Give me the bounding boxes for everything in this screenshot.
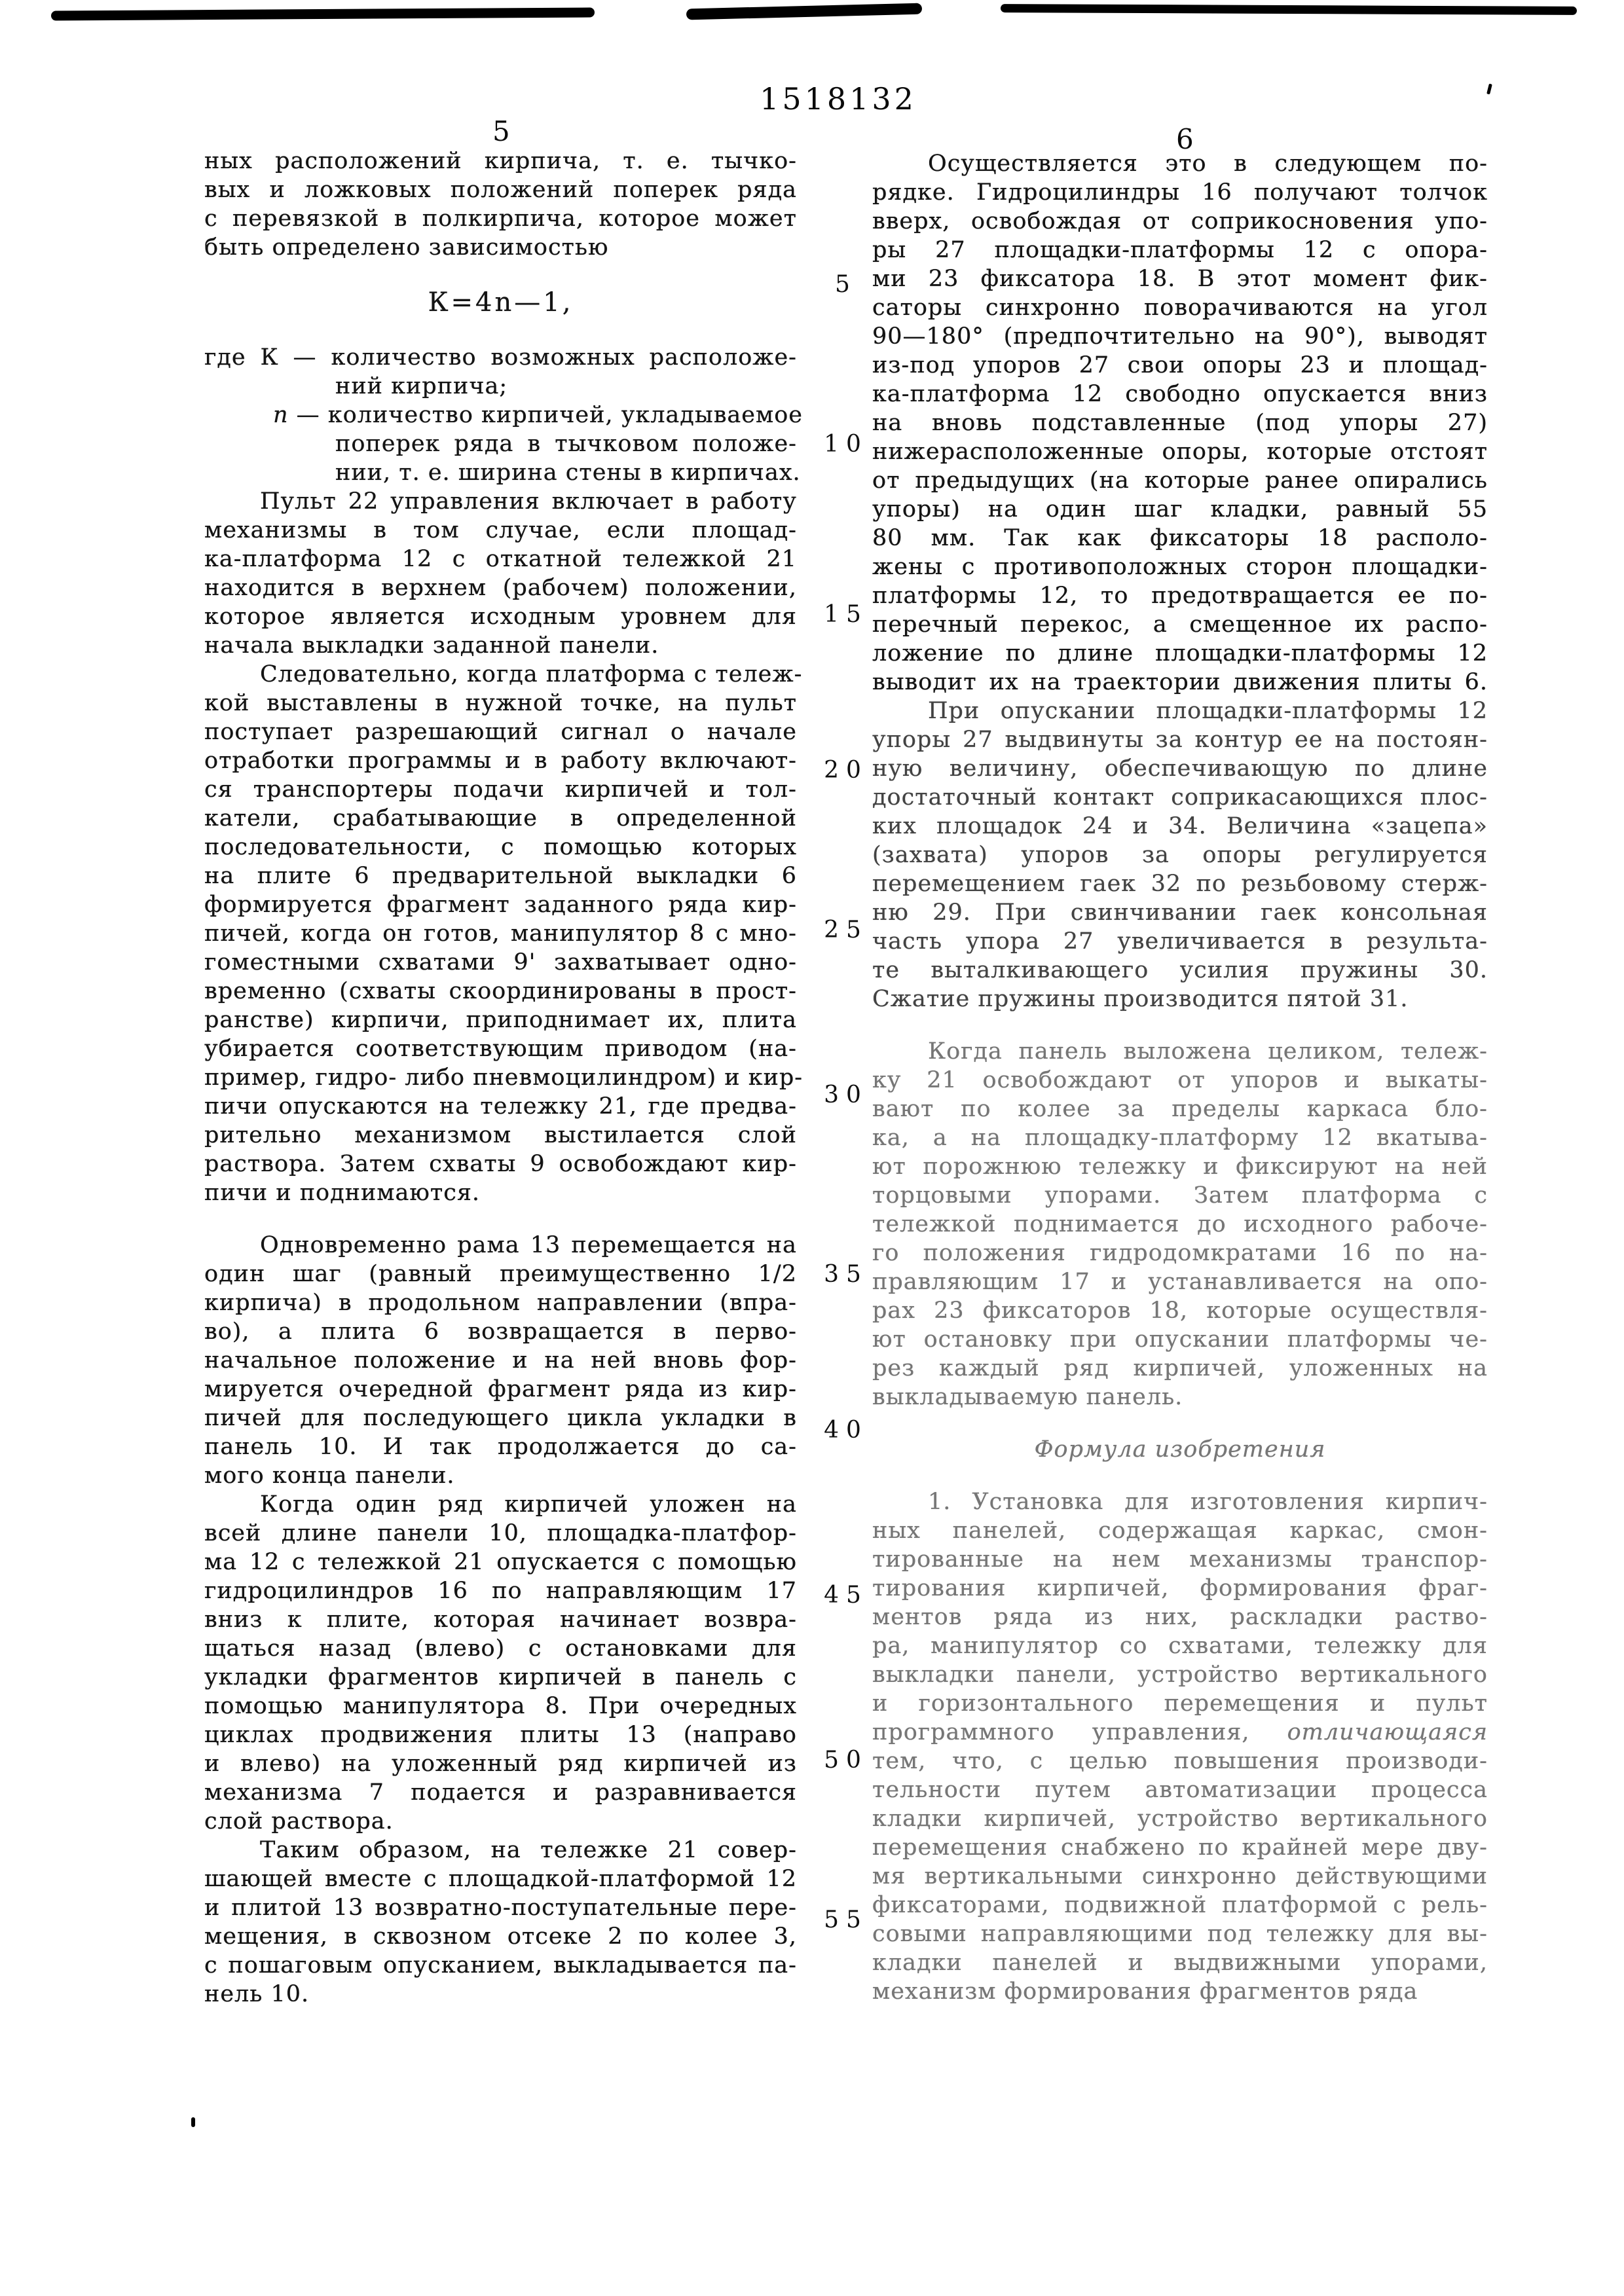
text-line: ний кирпича; bbox=[335, 373, 508, 399]
text-line: ют остановку при опускании платформы че- bbox=[872, 1326, 1488, 1353]
text-line: ку 21 освобождают от упоров и выкаты- bbox=[872, 1067, 1488, 1093]
gutter-line-number: 25 bbox=[824, 917, 868, 943]
text-line: торцовыми упорами. Затем платформа с bbox=[872, 1182, 1488, 1209]
text-line: ка-платформа 12 свободно опускается вниз bbox=[872, 381, 1488, 407]
text-line: нель 10. bbox=[204, 1981, 310, 2007]
formula bbox=[204, 285, 797, 319]
text-line: ма 12 с тележкой 21 опускается с помощью bbox=[204, 1549, 797, 1575]
text-line: n — количество кирпичей, укладываемое bbox=[273, 402, 803, 428]
text-line: Пульт 22 управления включает в работу bbox=[260, 488, 797, 515]
text-line: (захвата) упоров за опоры регулируется bbox=[872, 842, 1488, 868]
text-line: ню 29. При свинчивании гаек консольная bbox=[872, 900, 1488, 926]
text-line: При опускании площадки-платформы 12 bbox=[928, 698, 1488, 724]
text-line: выкладываемую панель. bbox=[872, 1384, 1183, 1410]
text-line: механизма 7 подается и разравнивается bbox=[204, 1779, 797, 1806]
text-line: пичи опускаются на тележку 21, где предва- bbox=[204, 1093, 797, 1120]
text-line: кладки кирпичей, устройство вертикального bbox=[872, 1806, 1488, 1832]
text-line: панель 10. И так продолжается до са- bbox=[204, 1434, 797, 1460]
text-line: рах 23 фиксаторов 18, которые осуществля- bbox=[872, 1298, 1488, 1324]
paragraph bbox=[872, 1037, 1488, 1412]
text-line: вверх, освобождая от соприкосновения упо- bbox=[872, 208, 1488, 234]
text-line: фиксаторами, подвижной платформой с рель- bbox=[872, 1892, 1488, 1918]
text-line: поперек ряда в тычковом положе- bbox=[335, 431, 797, 457]
text-line: помощью манипулятора 8. При очередных bbox=[204, 1693, 797, 1719]
text-line: мируется очередной фрагмент ряда из кир- bbox=[204, 1376, 797, 1402]
paragraph bbox=[872, 149, 1488, 697]
text-line: ка, а на площадку-платформу 12 вкатыва- bbox=[872, 1125, 1488, 1151]
text-line: укладки фрагментов кирпичей в панель с bbox=[204, 1664, 797, 1690]
text-line: упоры) на один шаг кладки, равный 55 bbox=[872, 496, 1488, 522]
text-line: Осуществляется это в следующем по- bbox=[928, 151, 1488, 177]
text-line: нижерасположенные опоры, которые отстоят bbox=[872, 439, 1488, 465]
text-line: правляющим 17 и устанавливается на опо- bbox=[872, 1269, 1488, 1295]
text-line: пичей для последующего цикла укладки в bbox=[204, 1405, 797, 1431]
text-line: К=4n—1, bbox=[428, 287, 574, 318]
text-line: ют порожнюю тележку и фиксируют на ней bbox=[872, 1154, 1488, 1180]
text-line: 80 мм. Так как фиксаторы 18 располо- bbox=[872, 525, 1488, 551]
text-line: Формула изобретения bbox=[1034, 1436, 1326, 1463]
text-line: последовательности, с помощью которых bbox=[204, 834, 797, 860]
text-line: Когда один ряд кирпичей уложен на bbox=[260, 1491, 797, 1518]
text-line: механизмы в том случае, если площад- bbox=[204, 517, 797, 543]
paragraph bbox=[204, 660, 803, 1207]
text-line: формируется фрагмент заданного ряда кир- bbox=[204, 892, 797, 918]
gutter-line-number: 40 bbox=[824, 1417, 868, 1444]
gutter-line-number: 45 bbox=[824, 1582, 868, 1609]
text-line: программного управления, отличающаяся bbox=[872, 1719, 1488, 1745]
text-line: пример, гидро- либо пневмоцилиндром) и кир- bbox=[204, 1065, 803, 1091]
text-line: жены с противоположных сторон площадки- bbox=[872, 554, 1488, 580]
text-line: мя вертикальными синхронно действующими bbox=[872, 1863, 1488, 1889]
scan-streak-artifact-left bbox=[51, 7, 595, 20]
gutter-line-number: 10 bbox=[824, 431, 868, 458]
text-line: на вновь подставленные (под упоры 27) bbox=[872, 410, 1488, 436]
text-line: Одновременно рама 13 перемещается на bbox=[260, 1232, 797, 1258]
column-number-left: 5 bbox=[492, 115, 510, 147]
text-line: ры 27 площадки-платформы 12 с опора- bbox=[872, 237, 1488, 263]
text-line: и влево) на уложенный ряд кирпичей из bbox=[204, 1751, 797, 1777]
gutter-line-number: 35 bbox=[824, 1261, 868, 1288]
text-line: кирпича) в продольном направлении (впра- bbox=[204, 1290, 797, 1316]
text-line: которое является исходным уровнем для bbox=[204, 604, 797, 630]
definitions bbox=[204, 343, 803, 487]
column-number-right: 6 bbox=[1176, 123, 1194, 155]
text-line: упоры 27 выдвинуты за контур ее на постоян- bbox=[872, 727, 1488, 753]
text-line: начала выкладки заданной панели. bbox=[204, 632, 659, 659]
text-line: гидроцилиндров 16 по направляющим 17 bbox=[204, 1578, 797, 1604]
text-line: тирования кирпичей, формирования фраг- bbox=[872, 1575, 1488, 1601]
text-line: 90—180° (предпочтительно на 90°), выводят bbox=[872, 323, 1488, 350]
text-line: из-под упоров 27 свои опоры 23 и площад- bbox=[872, 352, 1488, 378]
text-line: выкладки панели, устройство вертикального bbox=[872, 1662, 1488, 1688]
gutter-line-number: 15 bbox=[824, 601, 868, 628]
text-line: ранстве) кирпичи, приподнимает их, плита bbox=[204, 1007, 797, 1033]
text-line: го положения гидродомкратами 16 по на- bbox=[872, 1240, 1488, 1266]
text-line: рительно механизмом выстилается слой bbox=[204, 1122, 797, 1148]
text-line: перечный перекос, а смещенное их распо- bbox=[872, 611, 1488, 638]
patent-number: 1518132 bbox=[760, 81, 917, 117]
text-line: вают по колее за пределы каркаса бло- bbox=[872, 1096, 1488, 1122]
text-line: перемещения снабжено по крайней мере дву- bbox=[872, 1834, 1488, 1861]
text-line: временно (схваты скоординированы в прост- bbox=[204, 978, 797, 1004]
text-line: 1. Установка для изготовления кирпич- bbox=[928, 1489, 1488, 1515]
text-line: ся транспортеры подачи кирпичей и тол- bbox=[204, 776, 797, 803]
paragraph bbox=[204, 1231, 797, 1490]
text-line: слой раствора. bbox=[204, 1808, 394, 1834]
gutter-line-number: 30 bbox=[824, 1082, 868, 1108]
gutter-line-number: 55 bbox=[824, 1906, 868, 1933]
text-line: механизм формирования фрагментов ряда bbox=[872, 1978, 1418, 2005]
text-line: и плитой 13 возвратно-поступательные пере- bbox=[204, 1895, 797, 1921]
right-text-column bbox=[872, 149, 1488, 2006]
text-line: рез каждый ряд кирпичей, уложенных на bbox=[872, 1355, 1488, 1381]
paragraph bbox=[204, 487, 797, 660]
text-line: от предыдущих (на которые ранее опирались bbox=[872, 467, 1488, 494]
text-line: ми 23 фиксатора 18. В этот момент фик- bbox=[872, 266, 1488, 292]
paragraph bbox=[872, 697, 1488, 1013]
text-line: начальное положение и на ней вновь фор- bbox=[204, 1347, 797, 1374]
claim-1 bbox=[872, 1487, 1488, 2006]
text-line: нии, т. е. ширина стены в кирпичах. bbox=[335, 460, 801, 486]
text-line: совыми направляющими под тележку для вы- bbox=[872, 1921, 1488, 1947]
text-line: Таким образом, на тележке 21 совер- bbox=[260, 1837, 797, 1863]
text-line: находится в верхнем (рабочем) положении, bbox=[204, 575, 797, 601]
scan-speck-bottom-left bbox=[191, 2117, 195, 2127]
text-line: часть упора 27 увеличивается в результа- bbox=[872, 928, 1488, 955]
gutter-line-number: 50 bbox=[824, 1747, 868, 1774]
claims-heading bbox=[872, 1435, 1488, 1464]
scan-streak-artifact-right bbox=[1001, 4, 1577, 15]
text-line: циклах продвижения плиты 13 (направо bbox=[204, 1722, 797, 1748]
text-line: Следовательно, когда платформа с тележ- bbox=[260, 661, 803, 687]
left-text-column bbox=[204, 147, 803, 2009]
text-line: мого конца панели. bbox=[204, 1463, 455, 1489]
text-line: убирается соответствующим приводом (на- bbox=[204, 1036, 797, 1062]
paragraph-continuation bbox=[204, 147, 797, 262]
text-line: Сжатие пружины производится пятой 31. bbox=[872, 986, 1409, 1012]
text-line: с пошаговым опусканием, выкладывается па- bbox=[204, 1952, 797, 1978]
text-line: на плите 6 предварительной выкладки 6 bbox=[204, 863, 797, 889]
text-line: саторы синхронно поворачиваются на угол bbox=[872, 295, 1488, 321]
text-line: и горизонтального перемещения и пульт bbox=[872, 1690, 1488, 1717]
text-line: поступает разрешающий сигнал о начале bbox=[204, 719, 797, 745]
text-line: ментов ряда из них, раскладки раство- bbox=[872, 1604, 1488, 1630]
text-line: шающей вместе с площадкой-платформой 12 bbox=[204, 1866, 797, 1892]
text-line: вых и ложковых положений поперек ряда bbox=[204, 177, 797, 203]
text-line: ных расположений кирпича, т. е. тычко- bbox=[204, 148, 797, 174]
text-line: кладки панелей и выдвижными упорами, bbox=[872, 1950, 1488, 1976]
text-line: тельности путем автоматизации процесса bbox=[872, 1777, 1488, 1803]
text-line: тированные на нем механизмы транспор- bbox=[872, 1546, 1488, 1573]
text-line: щаться назад (влево) с остановками для bbox=[204, 1635, 797, 1662]
paragraph bbox=[204, 1490, 797, 1836]
text-line: один шаг (равный преимущественно 1/2 bbox=[204, 1261, 797, 1287]
paragraph bbox=[204, 1836, 797, 2009]
scan-streak-artifact-middle bbox=[686, 3, 922, 20]
text-line: ка-платформа 12 с откатной тележкой 21 bbox=[204, 546, 797, 572]
text-line: тележкой поднимается до исходного рабоче- bbox=[872, 1211, 1488, 1237]
text-line: во), а плита 6 возвращается в перво- bbox=[204, 1319, 797, 1345]
text-line: Когда панель выложена целиком, тележ- bbox=[928, 1038, 1488, 1065]
text-line: с перевязкой в полкирпича, которое может bbox=[204, 206, 797, 232]
text-line: ных панелей, содержащая каркас, смон- bbox=[872, 1518, 1488, 1544]
gutter-line-number: 5 bbox=[835, 271, 857, 298]
gutter-line-number: 20 bbox=[824, 757, 868, 784]
text-line: пичи и поднимаются. bbox=[204, 1180, 481, 1206]
text-line: достаточный контакт соприкасающихся плос- bbox=[872, 784, 1488, 811]
text-line: ра, манипулятор со схватами, тележку для bbox=[872, 1633, 1488, 1659]
text-line: катели, срабатывающие в определенной bbox=[204, 805, 797, 831]
text-line: ких площадок 24 и 34. Величина «зацепа» bbox=[872, 813, 1488, 839]
scan-speck-top-right bbox=[1486, 84, 1492, 95]
text-line: кой выставлены в нужной точке, на пульт bbox=[204, 690, 797, 716]
text-line: те выталкивающего усилия пружины 30. bbox=[872, 957, 1488, 983]
text-line: ложение по длине площадки-платформы 12 bbox=[872, 640, 1488, 666]
text-line: раствора. Затем схваты 9 освобождают кир- bbox=[204, 1151, 797, 1177]
text-line: быть определено зависимостью bbox=[204, 234, 609, 261]
text-line: гоместными схватами 9' захватывает одно- bbox=[204, 949, 797, 975]
text-line: всей длине панели 10, площадка-платфор- bbox=[204, 1520, 797, 1546]
text-line: где К — количество возможных расположе- bbox=[204, 344, 797, 371]
text-line: вниз к плите, которая начинает возвра- bbox=[204, 1607, 797, 1633]
text-line: ную величину, обеспечивающую по длине bbox=[872, 756, 1488, 782]
text-line: отработки программы и в работу включают- bbox=[204, 748, 797, 774]
text-line: рядке. Гидроцилиндры 16 получают толчок bbox=[872, 179, 1488, 206]
text-line: перемещением гаек 32 по резьбовому стерж- bbox=[872, 871, 1488, 897]
text-line: платформы 12, то предотвращается ее по- bbox=[872, 583, 1488, 609]
text-line: мещения, в сквозном отсеке 2 по колее 3, bbox=[204, 1923, 797, 1950]
text-line: выводит их на траектории движения плиты 6. bbox=[872, 669, 1488, 695]
text-line: тем, что, с целью повышения производи- bbox=[872, 1748, 1488, 1774]
text-line: пичей, когда он готов, манипулятор 8 с мно- bbox=[204, 920, 797, 947]
